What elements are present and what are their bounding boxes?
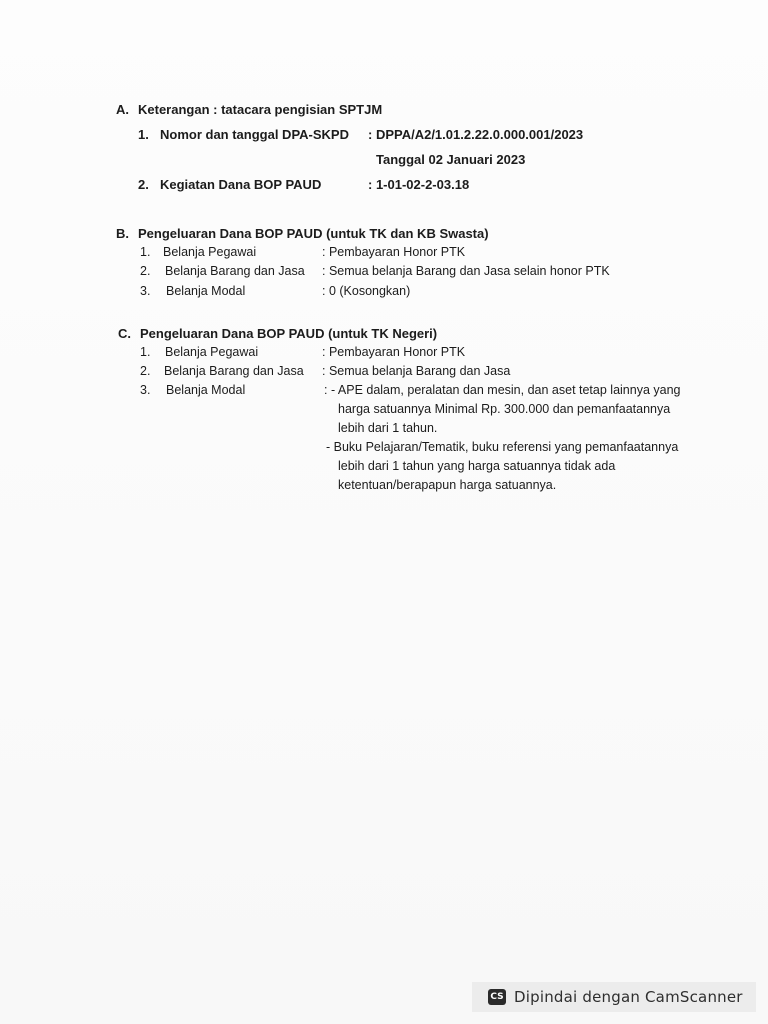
section-b-item-2-num: 2. — [140, 264, 151, 278]
section-c-item-3-label: Belanja Modal — [166, 383, 246, 397]
section-a-item-1-label: Nomor dan tanggal DPA-SKPD — [160, 127, 349, 142]
section-a-item-1-value: : DPPA/A2/1.01.2.22.0.000.001/2023 — [368, 127, 584, 142]
modal-line-1: harga satuannya Minimal Rp. 300.000 dan pemanfaatannya — [338, 402, 671, 416]
section-b-item-1-label: Belanja Pegawai — [163, 245, 257, 259]
section-b-item-2-value: : Semua belanja Barang dan Jasa selain honor PTK — [322, 264, 610, 278]
camscanner-text: Dipindai dengan CamScanner — [514, 988, 743, 1006]
section-a-item-2-label: Kegiatan Dana BOP PAUD — [160, 177, 322, 192]
section-b-item-2-label: Belanja Barang dan Jasa — [165, 264, 305, 278]
section-a-item-1-date: Tanggal 02 Januari 2023 — [376, 152, 526, 167]
modal-line-3: - Buku Pelajaran/Tematik, buku referensi yang pemanfaatannya — [326, 440, 679, 454]
camscanner-logo-icon: CS — [488, 989, 506, 1005]
section-c-item-1-label: Belanja Pegawai — [165, 345, 259, 359]
section-b-item-3-value: : 0 (Kosongkan) — [322, 284, 411, 298]
section-c-title: Pengeluaran Dana BOP PAUD (untuk TK Negeri) — [140, 326, 438, 341]
modal-line-4: lebih dari 1 tahun yang harga satuannya tidak ada — [338, 459, 616, 473]
section-a-item-2-num: 2. — [138, 177, 149, 192]
section-a-title: Keterangan : tatacara pengisian SPTJM — [138, 102, 383, 117]
section-c-item-1-value: : Pembayaran Honor PTK — [322, 345, 466, 359]
section-b-item-3-label: Belanja Modal — [166, 284, 246, 298]
section-c-item-1-num: 1. — [140, 345, 151, 359]
section-a-item-2-value: : 1-01-02-2-03.18 — [368, 177, 470, 192]
section-c-item-3-value: : - APE dalam, peralatan dan mesin, dan aset tetap lainnya yang — [324, 383, 681, 397]
section-b-title: Pengeluaran Dana BOP PAUD (untuk TK dan KB Swasta) — [138, 226, 489, 241]
modal-line-2: lebih dari 1 tahun. — [338, 421, 438, 435]
section-b-letter: B. — [116, 226, 129, 241]
section-a-letter: A. — [116, 102, 129, 117]
section-b-item-3-num: 3. — [140, 284, 151, 298]
camscanner-watermark — [472, 982, 756, 1012]
section-c-item-2-value: : Semua belanja Barang dan Jasa — [322, 364, 511, 378]
modal-line-5: ketentuan/berapapun harga satuannya. — [338, 478, 557, 492]
section-b-item-1-value: : Pembayaran Honor PTK — [322, 245, 466, 259]
section-c-item-2-label: Belanja Barang dan Jasa — [164, 364, 304, 378]
section-c-item-3-num: 3. — [140, 383, 151, 397]
section-c-letter: C. — [118, 326, 131, 341]
section-a-item-1-num: 1. — [138, 127, 149, 142]
section-b-item-1-num: 1. — [140, 245, 151, 259]
section-c-item-2-num: 2. — [140, 364, 151, 378]
